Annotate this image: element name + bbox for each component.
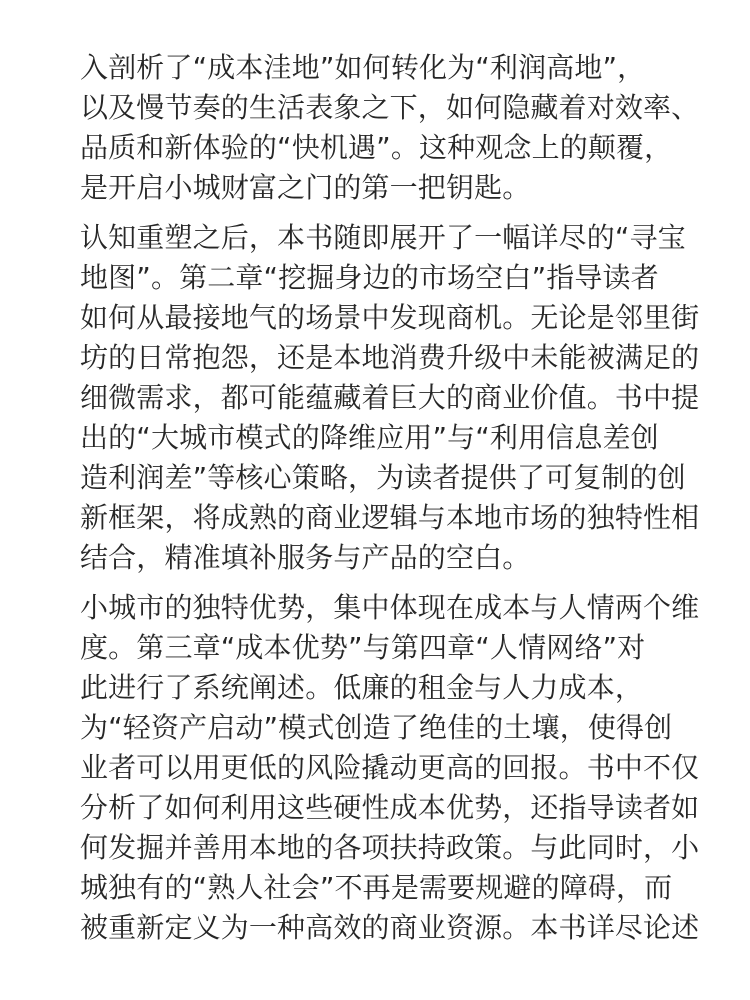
text-line: 结合，精准填补服务与产品的空白。 xyxy=(80,541,531,574)
text-line: 以及慢节奏的生活表象之下，如何隐藏着对效率、 xyxy=(80,91,700,124)
text-line: 小城市的独特优势，集中体现在成本与人情两个维 xyxy=(80,591,700,624)
text-line: 新框架，将成熟的商业逻辑与本地市场的独特性相 xyxy=(80,501,700,534)
text-line: 出的“大城市模式的降维应用”与“利用信息差创 xyxy=(80,421,659,454)
text-line: 细微需求，都可能蕴藏着巨大的商业价值。书中提 xyxy=(80,381,700,414)
text-line: 坊的日常抱怨，还是本地消费升级中未能被满足的 xyxy=(80,341,700,374)
text-line: 如何从最接地气的场景中发现商机。无论是邻里街 xyxy=(80,301,700,334)
text-line: 是开启小城财富之门的第一把钥匙。 xyxy=(80,171,531,204)
text-line: 业者可以用更低的风险撬动更高的回报。书中不仅 xyxy=(80,751,700,784)
text-line: 城独有的“熟人社会”不再是需要规避的障碍，而 xyxy=(80,871,673,904)
text-line: 分析了如何利用这些硬性成本优势，还指导读者如 xyxy=(80,791,700,824)
text-line: 品质和新体验的“快机遇”。这种观念上的颠覆， xyxy=(80,131,673,164)
text-line: 被重新定义为一种高效的商业资源。本书详尽论述 xyxy=(80,911,700,944)
text-line: 入剖析了“成本洼地”如何转化为“利润高地”， xyxy=(80,51,646,84)
text-line: 地图”。第二章“挖掘身边的市场空白”指导读者 xyxy=(80,261,659,294)
text-line: 度。第三章“成本优势”与第四章“人情网络”对 xyxy=(80,631,646,664)
text-line: 此进行了系统阐述。低廉的租金与人力成本， xyxy=(80,671,644,704)
text-line: 认知重塑之后，本书随即展开了一幅详尽的“寻宝 xyxy=(80,221,686,254)
text-line: 造利润差”等核心策略，为读者提供了可复制的创 xyxy=(80,461,686,494)
text-line: 为“轻资产启动”模式创造了绝佳的土壤，使得创 xyxy=(80,711,673,744)
text-line: 何发掘并善用本地的各项扶持政策。与此同时，小 xyxy=(80,831,700,864)
